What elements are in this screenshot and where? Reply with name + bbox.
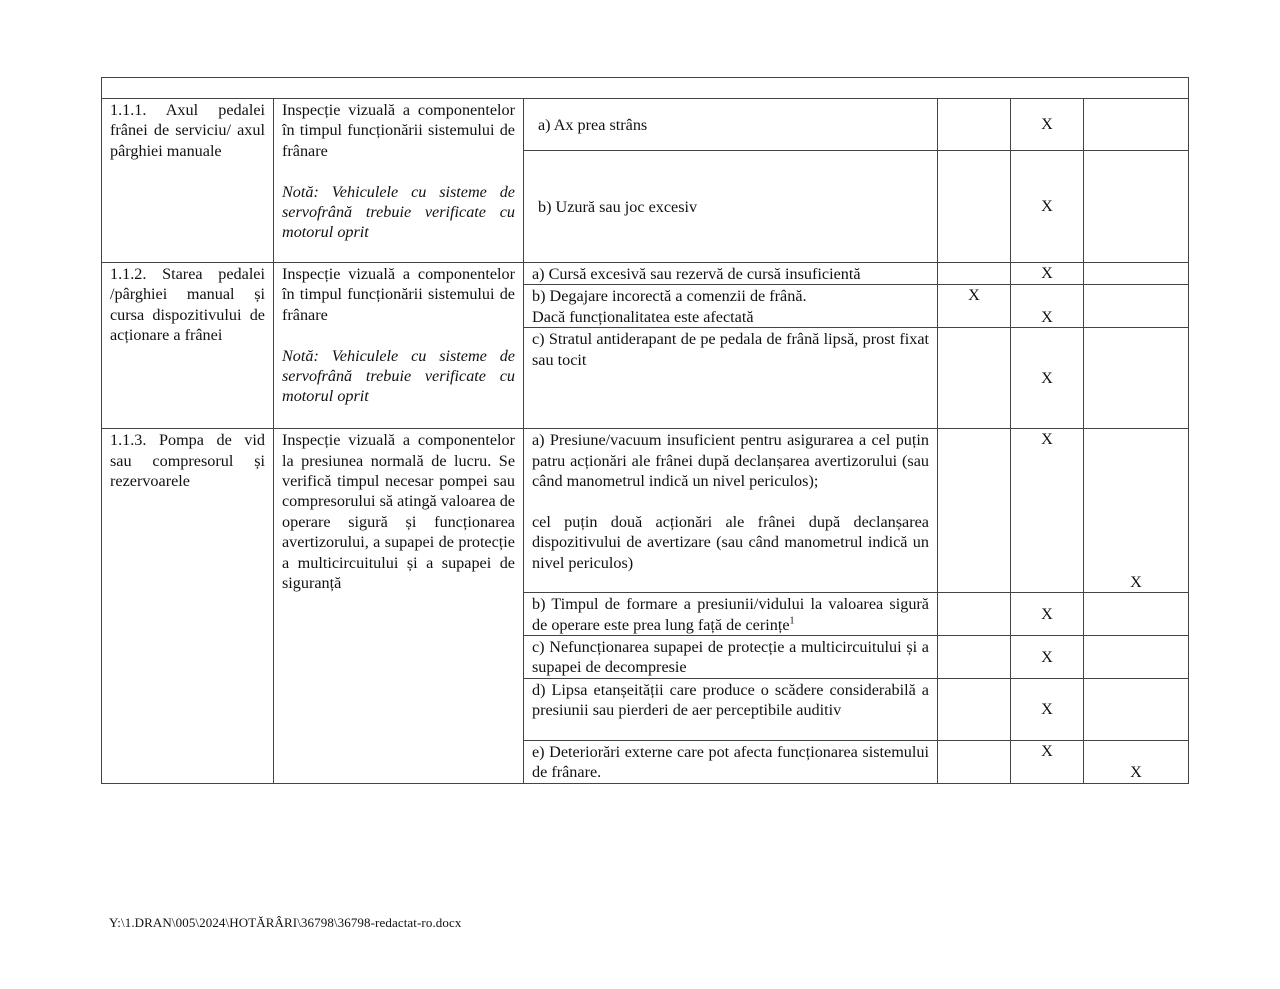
dangerous-mark: X: [1084, 429, 1189, 593]
deficiency-text: d) Lipsa etanșeității care produce o scădere considerabilă a presiunii sau pierderi de aer perceptibile auditiv: [532, 680, 929, 720]
deficiency-subtext: cel puțin două acționări ale frânei după declanșarea dispozitivului de avertizare (sau când manometrul indică un nivel periculos): [532, 512, 929, 572]
major-mark: X: [1011, 740, 1084, 783]
deficiency-text: e) Deteriorări externe care pot afecta funcționarea sistemului de frânare.: [532, 742, 929, 782]
minor-mark: [938, 740, 1011, 783]
major-mark: X: [1011, 328, 1084, 429]
inspection-table: [101, 77, 1189, 784]
major-mark: X: [1011, 593, 1084, 636]
minor-mark: [938, 151, 1011, 263]
footer-file-path: Y:\1.DRAN\005\2024\HOTĂRÂRI\36798\36798-redactat-ro.docx: [109, 915, 462, 930]
deficiency-text: c) Nefuncționarea supapei de protecție a multicircuitului și a supapei de decompresie: [532, 638, 929, 677]
minor-mark: [938, 263, 1011, 285]
minor-mark: [938, 429, 1011, 593]
minor-mark: X: [938, 285, 1011, 328]
dangerous-mark: [1084, 593, 1189, 636]
major-mark: X: [1011, 99, 1084, 151]
item-text: 1.1.1. Axul pedalei frânei de serviciu/ axul pârghiei manuale: [110, 101, 265, 160]
method-cell: [274, 429, 524, 783]
deficiency-text: a) Cursă excesivă sau rezervă de cursă insuficientă: [532, 265, 861, 283]
method-cell: [274, 263, 524, 429]
footnote-ref: 1: [789, 615, 795, 627]
dangerous-mark: [1084, 285, 1189, 328]
minor-mark: [938, 593, 1011, 636]
major-mark: X: [1011, 285, 1084, 328]
header-cell: [102, 78, 1189, 99]
deficiency-cell: [524, 593, 938, 636]
dangerous-mark: [1084, 263, 1189, 285]
table-row: [102, 99, 1189, 151]
minor-mark: [938, 99, 1011, 151]
major-mark: X: [1011, 636, 1084, 679]
major-mark: X: [1011, 678, 1084, 740]
minor-mark: [938, 678, 1011, 740]
method-text: Inspecție vizuală a componentelor în timpul funcționării sistemului de frânare: [282, 101, 515, 160]
deficiency-text: b) Uzură sau joc excesiv: [538, 197, 698, 216]
deficiency-cell: [524, 636, 938, 679]
table-header-row: [102, 78, 1189, 99]
method-cell: [274, 99, 524, 263]
item-text: 1.1.3. Pompa de vid sau compresorul și rezervoarele: [110, 431, 265, 491]
deficiency-text: c) Stratul antiderapant de pe pedala de frână lipsă, prost fixat sau tocit: [532, 330, 929, 369]
deficiency-cell: [524, 740, 938, 783]
dangerous-mark: [1084, 328, 1189, 429]
item-cell: [102, 429, 274, 783]
deficiency-text: a) Ax prea strâns: [538, 115, 648, 134]
table-row: [102, 429, 1189, 593]
deficiency-cell: [524, 285, 938, 328]
method-note: Notă: Vehiculele cu sisteme de servofrână trebuie verificate cu motorul oprit: [282, 182, 515, 242]
dangerous-mark: [1084, 636, 1189, 679]
deficiency-cell: [524, 429, 938, 593]
method-note: Notă: Vehiculele cu sisteme de servofrână trebuie verificate cu motorul oprit: [282, 346, 515, 406]
deficiency-text: b) Degajare incorectă a comenzii de frână.: [532, 287, 807, 306]
item-text: 1.1.2. Starea pedalei /pârghiei manual și cursa dispozitivului de acționare a frânei: [110, 265, 265, 345]
dangerous-mark: [1084, 99, 1189, 151]
deficiency-text-main: b) Timpul de formare a presiunii/vidului la valoarea sigură de operare este prea lung față de cerințe: [532, 595, 929, 634]
major-mark: X: [1011, 429, 1084, 593]
dangerous-mark: X: [1084, 740, 1189, 783]
dangerous-mark: [1084, 151, 1189, 263]
dangerous-mark: [1084, 678, 1189, 740]
deficiency-text: a) Presiune/vacuum insuficient pentru asigurarea a cel puțin patru acționări ale frânei după declanșarea avertizorului (sau când manometrul indică un nivel periculos);: [532, 431, 929, 491]
deficiency-cell: [524, 678, 938, 740]
deficiency-subtext: Dacă funcționalitatea este afectată: [532, 307, 754, 326]
item-cell: [102, 263, 274, 429]
deficiency-cell: [524, 328, 938, 429]
method-text: Inspecție vizuală a componentelor în timpul funcționării sistemului de frânare: [282, 265, 515, 324]
major-mark: X: [1011, 151, 1084, 263]
deficiency-cell: [524, 263, 938, 285]
method-text: Inspecție vizuală a componentelor la presiunea normală de lucru. Se verifică timpul necesar pompei sau compresorului să atingă valoarea de operare sigură și funcționarea avertizorului, a supapei de protecție a multicircuitului și a supapei de siguranță: [282, 431, 515, 593]
deficiency-cell: [524, 99, 938, 151]
table-row: [102, 263, 1189, 285]
minor-mark: [938, 328, 1011, 429]
deficiency-cell: [524, 151, 938, 263]
minor-mark: [938, 636, 1011, 679]
item-cell: [102, 99, 274, 263]
major-mark: X: [1011, 263, 1084, 285]
deficiency-text: [532, 594, 929, 635]
